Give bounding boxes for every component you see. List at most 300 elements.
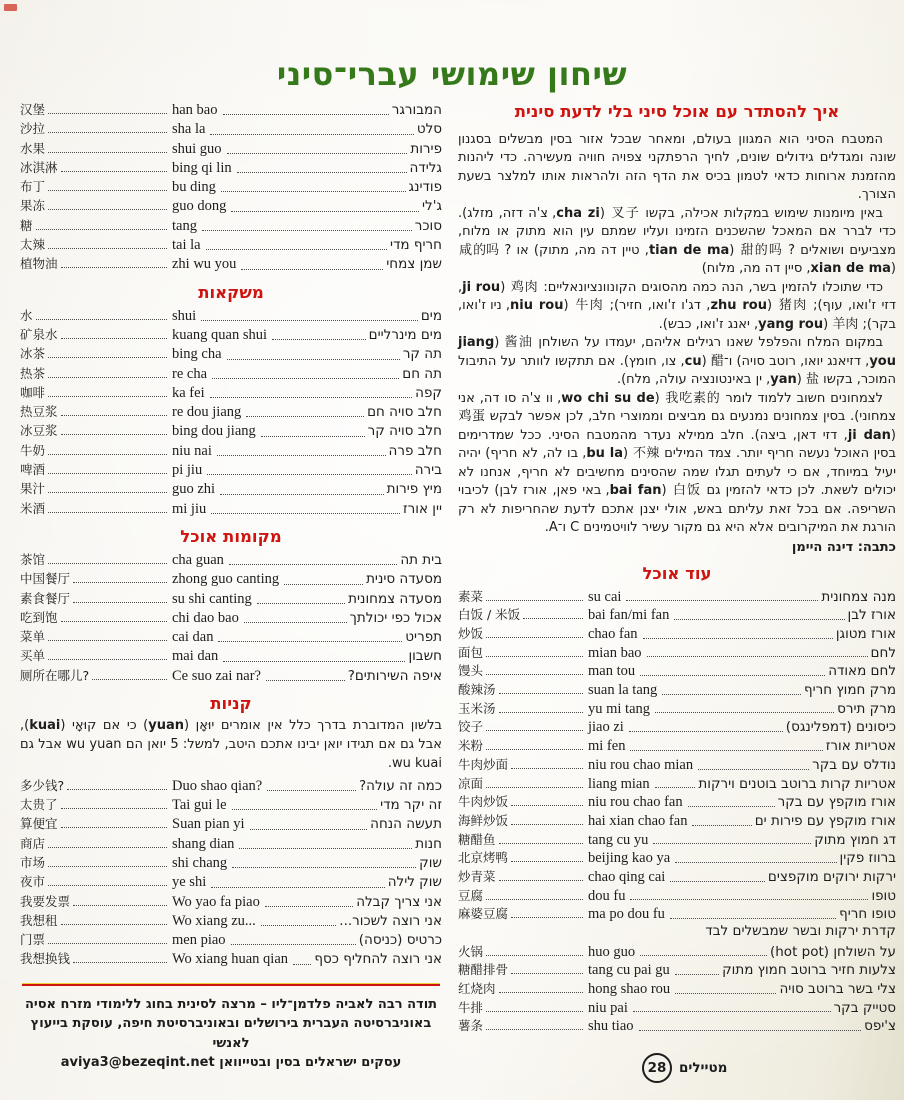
hebrew-text: צ'יפס (864, 1018, 896, 1035)
dot-leader (227, 359, 400, 360)
page-number-badge: 28 (642, 1053, 672, 1083)
phrase-row (20, 795, 442, 814)
chinese-text: 热茶 (20, 365, 46, 381)
chinese-text: 太辣 (20, 237, 46, 253)
dot-leader (48, 248, 167, 249)
hebrew-text: שוק (419, 854, 442, 871)
dot-leader (211, 887, 384, 888)
dot-leader (48, 492, 167, 493)
food-phrase-list (20, 100, 442, 274)
pinyin-text: Ce suo zai nar? (172, 667, 261, 684)
pinyin-text: yu mi tang (588, 700, 651, 717)
hebrew-text: שוק לילה (387, 874, 442, 891)
dot-leader (61, 267, 167, 268)
hebrew-text: בירה (414, 462, 442, 479)
dot-leader (272, 339, 366, 340)
pinyin-text: mi jiu (172, 500, 207, 517)
chinese-text: 门票 (20, 932, 46, 948)
pinyin-text: mi fen (588, 738, 626, 755)
hebrew-text: אורז לבן (847, 607, 896, 624)
chinese-text: 太贵了 (20, 797, 58, 813)
hebrew-text: תה קר (402, 346, 442, 363)
hebrew-text: חשבון (408, 648, 442, 665)
pinyin-text: bai fan/mi fan (588, 607, 670, 624)
dot-leader (48, 113, 167, 114)
page-title: שיחון שימושי עברי־סיני (276, 55, 628, 94)
dot-leader (61, 808, 167, 809)
pinyin-text: niu nai (172, 442, 212, 459)
hebrew-text: חלב סויה קר (367, 423, 442, 440)
phrase-row (20, 325, 442, 344)
pinyin-text: han bao (172, 102, 218, 118)
phrase-row (458, 792, 896, 811)
phrase-row (458, 998, 896, 1017)
dot-leader (655, 712, 834, 713)
dot-leader (218, 641, 402, 642)
chinese-text: 炒饭 (458, 626, 484, 641)
magazine-section-label: מטיילים (679, 1060, 728, 1076)
hebrew-text: מים (420, 307, 442, 324)
hebrew-text: חלב סויה חם (367, 404, 442, 421)
dot-leader (201, 320, 418, 321)
dot-leader (61, 338, 167, 339)
hebrew-text: חנות (415, 835, 442, 852)
dot-leader (486, 955, 583, 956)
pinyin-text: man tou (588, 663, 636, 680)
phrase-row (20, 441, 442, 460)
hebrew-text: מרק תירס (837, 700, 896, 717)
hebrew-text: מנה צמחונית (821, 588, 896, 605)
article-paragraph: במקום המלח והפלפל שאנו רגילים אליהם, יעמדו על השולחן 酱油 (jiang you, דזיאנג יואו, רוטב סויה) ו־醋 (cu, צו, חומץ). אם תתקשו לוותר על התיבול המוכר, בקשו 盐 (yan, ין באינטונציה עולה, מלח). (458, 335, 896, 388)
pinyin-text: jiao zi (588, 719, 624, 736)
chinese-text: 麻婆豆腐 (458, 906, 509, 922)
article-paragraph: כדי שתוכלו להזמין בשר, הנה כמה מהסוגים הקונוונציונאליים: 鸡肉 (ji rou, דזי ז'ואו, עוף); 猪肉 (zhu rou, דג'ו ז'ואו, חזיר); 牛肉 (niu rou, ניו ז'ואו, בקר); 羊肉 (yang rou, יאנג ז'ואו, כבש). (458, 279, 897, 332)
dot-leader (486, 787, 583, 788)
dot-leader (511, 973, 583, 974)
dot-leader (499, 693, 583, 694)
hebrew-text: צלעות חזיר ברוטב חמוץ מתוק (722, 962, 896, 979)
dot-leader (61, 621, 167, 622)
dot-leader (36, 229, 167, 230)
dot-leader (688, 806, 775, 807)
chinese-text: 素菜 (458, 588, 484, 604)
dot-leader (223, 661, 405, 662)
section-title-places: מקומות אוכל (180, 526, 282, 546)
phrase-row (20, 911, 442, 930)
phrase-row (458, 960, 896, 979)
pinyin-text: tang cu pai gu (588, 962, 670, 979)
dot-leader (207, 474, 412, 475)
phrase-row (458, 643, 896, 662)
pinyin-text: Wo yao fa piao (172, 893, 260, 910)
dot-leader (257, 603, 345, 604)
left-column (20, 100, 442, 1073)
hebrew-text: כיסונים (דמפלינגס) (785, 719, 896, 736)
chinese-text: 买单 (20, 648, 46, 664)
phrase-row (20, 344, 442, 363)
shopping-intro: בלשון המדוברת בדרך כלל אין אומרים יוּאָן (yuan) כי אם קוּאָי (kuai), אבל גם אם תגידו יואן יבינו אתכם היטב, למשל: 5 יואן הם wu yuan אבל גם wu kuai. (20, 718, 442, 771)
phrase-row (20, 196, 442, 215)
phrase-row (458, 717, 896, 736)
chinese-text: 茶馆 (20, 551, 46, 567)
chinese-text: 牛肉炒饭 (458, 794, 509, 810)
hebrew-text: סטייק בקר (833, 999, 896, 1016)
article-paragraph: לצמחונים חשוב ללמוד לומר 我吃素的 (wo chi su de, וו צ'ה סו דה, אני צמחוני). בסין צמחונים נמנעים גם מביצים וממוצרי חלב, לכן אפשר לבקש 鸡蛋 (ji dan, דזי דאן, ביצה). חלב ממילא נעדר מהמטבח הסיני. ככל שמדרימים בסין האוכל נעשה חריף יותר. צמד המילים 不辣 (bu la, בו לה, לא חריף) יהיה יעיל במיוחד, אם כי לעתים תגלו שמה שהסינים מחשיבים לא חריף, אנחנו לא יכולים לשאת. לכן כדאי להזמין גם 白饭 (bai fan, באי פאן, אורז לבן) לכיבוי השריפה. אם בכל זאת עליתם באש, אולי יצנן אתכם לדעת שהחריפות לא רק הורגת את המיקרובים אלא היא גם מקור עשיר לוויטמינים C ו־A. (458, 390, 896, 536)
dot-leader (261, 436, 365, 437)
pinyin-text: dou fu (588, 887, 626, 904)
hebrew-text: אורז מטוגן (835, 626, 896, 642)
pinyin-text: shang dian (172, 835, 235, 852)
pinyin-text: Duo shao qian? (172, 777, 263, 794)
phrase-row (20, 499, 442, 518)
dot-leader (486, 1011, 583, 1012)
hebrew-text: מיץ פירות (386, 481, 442, 498)
hebrew-text: יין אורז (402, 500, 442, 517)
pinyin-text: Suan pian yi (172, 816, 245, 833)
dot-leader (250, 829, 368, 830)
pinyin-text: Wo xiang huan qian (172, 951, 289, 968)
hebrew-text: נודלס עם בקר (812, 756, 896, 773)
dot-leader (232, 867, 416, 868)
hebrew-text: תפריט (405, 629, 442, 646)
pinyin-text: chao qing cai (588, 868, 666, 885)
phrase-row (20, 421, 442, 440)
credit-line: באוניברסיטה העברית בירושלים ובאוניברסיטת חיפה, עוסקת בייעוץ לאנשי (30, 1016, 432, 1051)
pinyin-text: re dou jiang (172, 404, 242, 421)
dot-leader (511, 805, 583, 806)
chinese-text: 薯条 (458, 1018, 484, 1034)
phrase-row (20, 589, 442, 608)
chinese-text: 吃到饱 (20, 609, 58, 625)
chinese-text: 布丁 (20, 179, 46, 195)
dot-leader (670, 918, 836, 919)
chinese-text: 水果 (20, 140, 46, 156)
dot-leader (231, 211, 419, 212)
pinyin-text: ye shi (172, 874, 207, 891)
pinyin-text: niu rou chao mian (588, 756, 694, 773)
pinyin-text: suan la tang (588, 682, 658, 699)
phrase-row (20, 930, 442, 949)
phrase-row (20, 569, 442, 588)
dot-leader (217, 455, 386, 456)
phrase-row (20, 235, 442, 254)
chinese-text: 饺子 (458, 719, 484, 735)
hebrew-text: על השולחן (hot pot) (769, 943, 896, 960)
phrase-row (458, 661, 896, 680)
dot-leader (36, 319, 167, 320)
dot-leader (229, 564, 397, 565)
chinese-text: 咖啡 (20, 384, 46, 400)
dot-leader (48, 209, 167, 210)
chinese-text: 矿泉水 (20, 326, 58, 342)
pinyin-text: shu tiao (588, 1018, 634, 1035)
chinese-text: 我想租 (20, 912, 58, 928)
dot-leader (511, 768, 583, 769)
dot-leader (626, 600, 818, 601)
phrase-row (458, 811, 896, 830)
dot-leader (486, 656, 583, 657)
dot-leader (266, 680, 345, 681)
dot-leader (261, 925, 336, 926)
pinyin-text: cai dan (172, 629, 214, 646)
phrase-row (20, 306, 442, 325)
hebrew-text: צלי בשר ברוטב סויה (779, 981, 896, 998)
dot-leader (639, 1030, 862, 1031)
pinyin-text: cha guan (172, 551, 224, 568)
dot-leader (48, 943, 167, 944)
dot-leader (284, 584, 363, 585)
dot-leader (237, 172, 407, 173)
pinyin-text: su cai (588, 588, 622, 605)
phrase-row (458, 904, 896, 923)
hebrew-text: ירקות ירוקים מוקפצים (767, 868, 896, 885)
chinese-text: 汉堡 (20, 102, 46, 117)
dot-leader (640, 955, 767, 956)
section-title-drinks: משקאות (198, 282, 264, 302)
dot-leader (265, 906, 353, 907)
article-body (458, 131, 896, 538)
chinese-text: 糖 (20, 217, 33, 233)
dot-leader (73, 905, 167, 906)
pinyin-text: zhi wu you (172, 256, 237, 273)
dot-leader (629, 731, 783, 732)
pinyin-text: bing cha (172, 346, 222, 363)
credits-block (20, 995, 442, 1073)
pinyin-text: shui (172, 307, 197, 324)
chinese-text: 面包 (458, 644, 484, 660)
footer-divider (22, 983, 440, 986)
chinese-text: 火锅 (458, 943, 484, 959)
hebrew-text: מסעדה סינית (366, 571, 442, 588)
hebrew-text: אני צריך קבלה (356, 893, 442, 910)
dot-leader (486, 749, 583, 750)
dot-leader (211, 513, 400, 514)
article-byline: כתבה: דינה היימן (791, 539, 896, 555)
phrase-row (20, 479, 442, 498)
more-food-phrase-list (458, 587, 896, 1036)
dot-leader (48, 473, 167, 474)
dot-leader (61, 827, 167, 828)
dot-leader (92, 679, 167, 680)
hebrew-text: לחם (870, 644, 896, 661)
phrase-row (458, 605, 896, 624)
phrase-row (458, 942, 896, 961)
hebrew-continuation-line: קדרת ירקות ובשר שמבשלים לבד (705, 923, 896, 939)
pinyin-text: re cha (172, 365, 208, 382)
chinese-text: 啤酒 (20, 462, 46, 478)
pinyin-text: ma po dou fu (588, 906, 665, 923)
pinyin-text: su shi canting (172, 590, 252, 607)
hebrew-text: כרטיס (כניסה) (358, 932, 442, 949)
dot-leader (643, 638, 833, 639)
dot-leader (73, 602, 167, 603)
phrase-row (458, 587, 896, 606)
pinyin-text: guo zhi (172, 481, 216, 498)
dot-leader (499, 992, 583, 993)
hebrew-text: סלט (416, 121, 442, 138)
phrase-row (20, 139, 442, 158)
chinese-text: 厕所在哪儿? (20, 667, 90, 683)
phrase-row (20, 216, 442, 235)
page-footer (642, 1053, 727, 1083)
chinese-text: 我要发票 (20, 893, 71, 909)
dot-leader (61, 171, 167, 172)
dot-leader (48, 152, 167, 153)
hebrew-text: אני רוצה להחליף כסף (314, 951, 442, 968)
chinese-text: 商店 (20, 835, 46, 851)
dot-leader (48, 659, 167, 660)
dot-leader (223, 114, 389, 115)
dot-leader (675, 974, 719, 975)
dot-leader (241, 269, 383, 270)
phrase-row (458, 736, 896, 755)
hebrew-text: אטריות קרות ברוטב בוטנים וירקות (698, 775, 896, 792)
phrase-row (20, 100, 442, 119)
phrase-row (20, 666, 442, 685)
hebrew-text: פירות (410, 140, 442, 157)
hebrew-text: אטריות אורז (825, 738, 896, 755)
hebrew-text: המבורגר (391, 102, 442, 118)
section-title-shopping: קניות (210, 694, 252, 714)
dot-leader (220, 494, 384, 495)
dot-leader (48, 866, 167, 867)
phrase-row (20, 892, 442, 911)
hebrew-text: דג חמוץ מתוק (814, 831, 896, 848)
phrase-row (20, 158, 442, 177)
dot-leader (499, 843, 583, 844)
chinese-text: 米酒 (20, 500, 46, 516)
hebrew-text: אני רוצה לשכור... (339, 912, 442, 929)
dot-leader (511, 824, 583, 825)
pinyin-text: hai xian chao fan (588, 812, 688, 829)
phrase-row (20, 853, 442, 872)
dot-leader (206, 249, 387, 250)
pinyin-text: bu ding (172, 179, 216, 196)
hebrew-text: איפה השירותים? (347, 667, 442, 684)
places-phrase-list (20, 550, 442, 685)
pinyin-text: sha la (172, 121, 206, 138)
article-title: איך להסתדר עם אוכל סיני בלי לדעת סינית (514, 102, 840, 121)
dot-leader (61, 415, 167, 416)
chinese-text: 北京烤鸭 (458, 850, 509, 866)
phrase-row (458, 624, 896, 643)
chinese-text: 冰淇淋 (20, 159, 58, 175)
hebrew-text: מסעדה צמחונית (348, 590, 442, 607)
section-title-more-food: עוד אוכל (642, 563, 712, 583)
chinese-text: 沙拉 (20, 121, 46, 137)
phrase-row (458, 699, 896, 718)
dot-leader (212, 378, 399, 379)
scan-corner-mark (4, 4, 17, 11)
chinese-text: 中国餐厅 (20, 571, 71, 587)
dot-leader (246, 416, 364, 417)
right-column (458, 100, 896, 1035)
hebrew-text: אכול כפי יכולתך (349, 609, 442, 626)
dot-leader (48, 454, 167, 455)
chinese-text: 红烧肉 (458, 981, 496, 997)
dot-leader (48, 357, 167, 358)
dot-leader (698, 769, 809, 770)
pinyin-text: mian bao (588, 644, 642, 661)
chinese-text: 白饭 / 米饭 (458, 607, 521, 623)
hebrew-text: חלב פרה (388, 442, 442, 459)
phrase-row (20, 872, 442, 891)
phrase-row (20, 460, 442, 479)
phrase-row (20, 776, 442, 795)
chinese-text: 水 (20, 307, 33, 323)
pinyin-text: kuang quan shui (172, 326, 268, 343)
chinese-text: 冰豆浆 (20, 423, 58, 439)
pinyin-text: chi dao bao (172, 609, 239, 626)
pinyin-text: guo dong (172, 198, 227, 215)
pinyin-text: niu pai (588, 999, 628, 1016)
phrase-row (20, 177, 442, 196)
dot-leader (48, 885, 167, 886)
phrase-row (20, 834, 442, 853)
pinyin-text: hong shao rou (588, 981, 671, 998)
phrase-row (458, 979, 896, 998)
chinese-text: 果汁 (20, 481, 46, 497)
pinyin-text: ka fei (172, 384, 205, 401)
phrase-row (458, 830, 896, 849)
chinese-text: 牛奶 (20, 442, 46, 458)
hebrew-text: פודינג (408, 179, 442, 196)
pinyin-text: zhong guo canting (172, 571, 280, 588)
credit-line: עסקים ישראלים בסין ובטייוואן aviya3@bezeqint.net (60, 1055, 402, 1071)
hebrew-text: קפה (415, 384, 442, 401)
hebrew-text: בית תה (400, 551, 442, 568)
chinese-text: 冰茶 (20, 346, 46, 362)
dot-leader (499, 712, 583, 713)
pinyin-text: men piao (172, 932, 226, 949)
dot-leader (67, 789, 167, 790)
dot-leader (48, 847, 167, 848)
pinyin-text: tai la (172, 237, 201, 254)
dot-leader (655, 787, 696, 788)
phrase-row (20, 550, 442, 569)
pinyin-text: niu rou chao fan (588, 794, 683, 811)
hebrew-text: לחם מאודה (828, 663, 896, 680)
article-paragraph: המטבח הסיני הוא המגוון בעולם, ומאחר שבכל אזור בסין מבשלים בסגנון שונה ומגדלים גידולים שונים, לחיך הרפתקני צפויה חוויה מעשירה. כדי ליהנות מהזמנת ארוחות כדאי לטמון בכיס את הדף הזה ולהראות אותו למלצר בשעת הצורך. (458, 131, 896, 203)
hebrew-text: אורז מוקפץ עם בקר (777, 794, 896, 811)
pinyin-text: shi chang (172, 854, 228, 871)
dot-leader (511, 861, 583, 862)
chinese-text: 馒头 (458, 663, 484, 679)
chinese-text: 海鲜炒饭 (458, 812, 509, 828)
chinese-text: 牛排 (458, 999, 484, 1015)
dot-leader (640, 675, 825, 676)
chinese-text: 夜市 (20, 874, 46, 890)
chinese-text: 豆腐 (458, 887, 484, 903)
dot-leader (48, 563, 167, 564)
chinese-text: 市场 (20, 854, 46, 870)
chinese-text: 糖醋鱼 (458, 831, 496, 847)
hebrew-text: תעשה הנחה (370, 816, 442, 833)
pinyin-text: chao fan (588, 626, 638, 642)
dot-leader (662, 694, 801, 695)
chinese-text: 我想换钱 (20, 951, 71, 967)
hebrew-text: מרק חמוץ חריף (804, 682, 896, 699)
phrase-row (458, 755, 896, 774)
dot-leader (653, 843, 811, 844)
dot-leader (239, 848, 412, 849)
phrase-row (20, 949, 442, 968)
dot-leader (523, 618, 583, 619)
dot-leader (73, 962, 167, 963)
hebrew-text: טופו (871, 887, 896, 904)
chinese-text: 多少钱? (20, 777, 65, 793)
phrase-row (20, 364, 442, 383)
